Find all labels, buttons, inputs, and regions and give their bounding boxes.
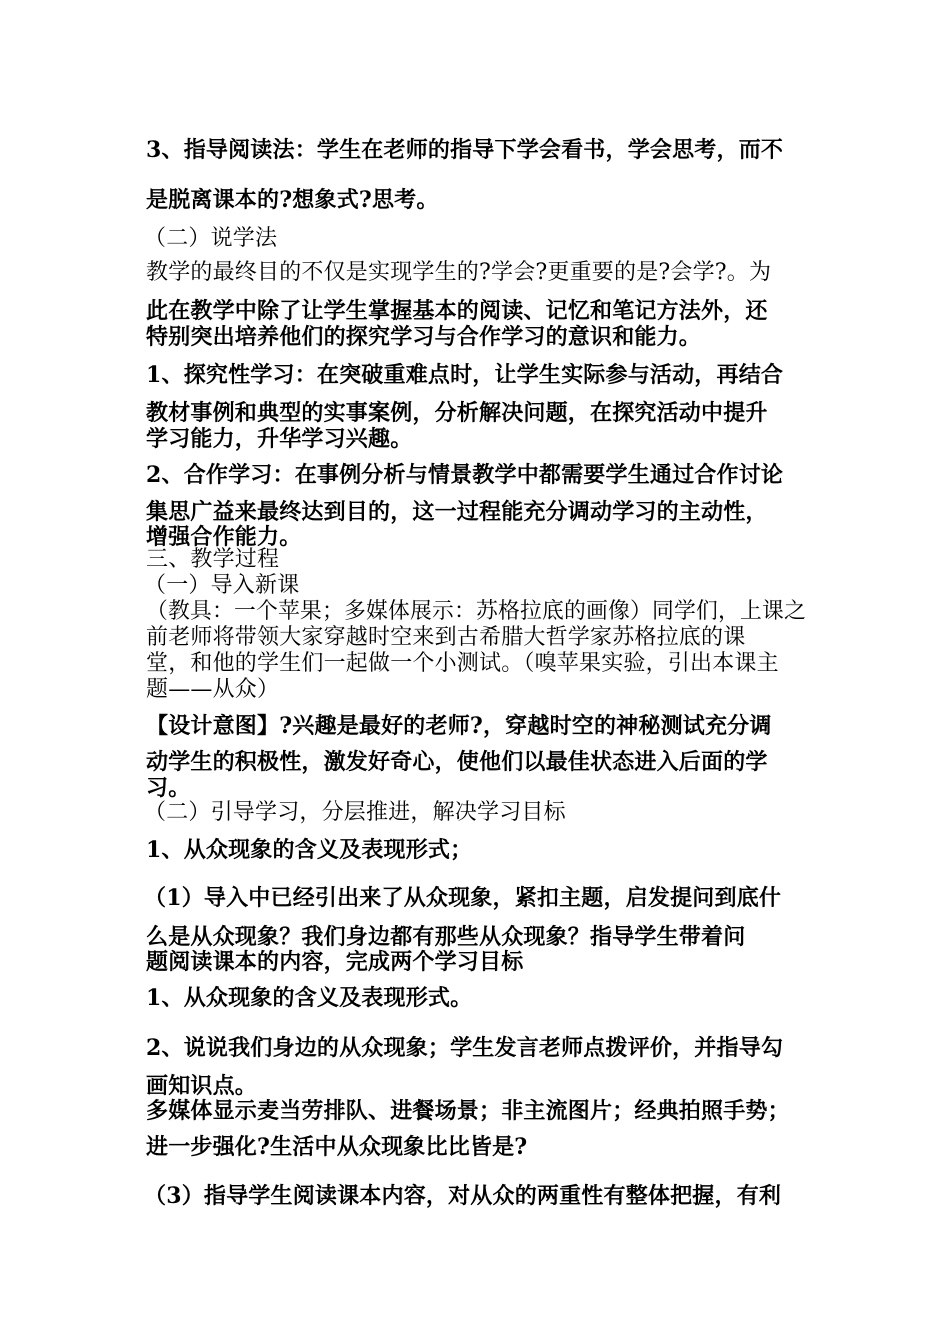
paragraph-line: 集思广益来最终达到目的，这一过程能充分调动学习的主动性， — [146, 499, 768, 525]
paragraph-line: 前老师将带领大家穿越时空来到古希腊大哲学家苏格拉底的课 — [146, 625, 746, 650]
paragraph-line: （教具：一个苹果；多媒体展示：苏格拉底的画像）同学们，上课之 — [146, 599, 807, 624]
paragraph-line: 是脱离课本的?想象式?思考。 — [146, 187, 439, 213]
paragraph-line: 多媒体显示麦当劳排队、进餐场景；非主流图片；经典拍照手势； — [146, 1098, 790, 1124]
paragraph-line: 进一步强化?生活中从众现象比比皆是? — [146, 1134, 528, 1160]
paragraph-line: 3、指导阅读法：学生在老师的指导下学会看书，学会思考，而不 — [146, 137, 784, 163]
paragraph-line: 【设计意图】?兴趣是最好的老师?，穿越时空的神秘测试充分调 — [146, 713, 772, 739]
paragraph-line: 2、合作学习：在事例分析与情景教学中都需要学生通过合作讨论 — [146, 462, 784, 488]
paragraph-line: 么是从众现象？我们身边都有那些从众现象？指导学生带着问 — [146, 924, 746, 950]
paragraph-line: 题——从众） — [146, 677, 280, 702]
section-heading: 三、教学过程 — [146, 547, 280, 572]
paragraph-line: 学习能力，升华学习兴趣。 — [146, 426, 413, 452]
paragraph-line: 增强合作能力。 — [146, 524, 302, 550]
paragraph-line: （1）导入中已经引出来了从众现象，紧扣主题，启发提问到底什 — [144, 885, 782, 911]
paragraph-line: 1、从众现象的含义及表现形式。 — [146, 985, 473, 1011]
paragraph-line: 教学的最终目的不仅是实现学生的?学会?更重要的是?会学?。为 — [146, 260, 772, 285]
paragraph-line: 此在教学中除了让学生掌握基本的阅读、记忆和笔记方法外，还 — [146, 298, 768, 324]
paragraph-line: 2、说说我们身边的从众现象；学生发言老师点拨评价，并指导勾 — [146, 1035, 784, 1061]
paragraph-line: 动学生的积极性，激发好奇心，使他们以最佳状态进入后面的学 — [146, 749, 768, 775]
section-heading: （一）导入新课 — [144, 573, 300, 598]
paragraph-line: 1、从众现象的含义及表现形式； — [146, 837, 473, 863]
paragraph-line: 题阅读课本的内容，完成两个学习目标 — [146, 949, 524, 975]
paragraph-line: 教材事例和典型的实事案例，分析解决问题，在探究活动中提升 — [146, 400, 768, 426]
paragraph-line: 特别突出培养他们的探究学习与合作学习的意识和能力。 — [146, 324, 702, 350]
paragraph-line: 1、探究性学习：在突破重难点时，让学生实际参与活动，再结合 — [146, 362, 784, 388]
section-heading: （二）说学法 — [144, 226, 278, 251]
paragraph-line: 习。 — [146, 775, 191, 801]
paragraph-line: 堂，和他的学生们一起做一个小测试。（嗅苹果实验，引出本课主 — [146, 651, 779, 676]
section-heading: （二）引导学习，分层推进，解决学习目标 — [144, 800, 566, 825]
paragraph-line: （3）指导学生阅读课本内容，对从众的两重性有整体把握，有利 — [144, 1183, 782, 1209]
paragraph-line: 画知识点。 — [146, 1073, 258, 1099]
